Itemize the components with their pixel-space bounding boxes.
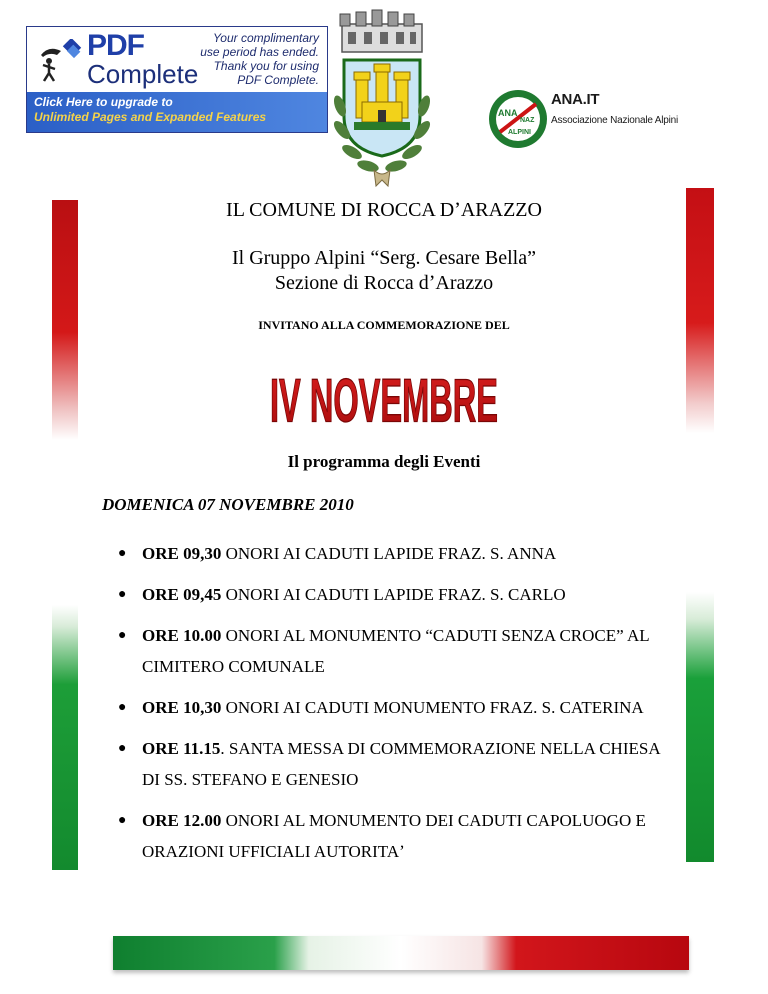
complete-brand: Complete: [87, 59, 199, 89]
list-item: [112, 805, 672, 867]
pdf-note-line: Thank you for using: [213, 59, 319, 73]
event-text: ONORI AI CADUTI MONUMENTO FRAZ. S. CATERINA: [221, 698, 644, 717]
event-text: ONORI AI CADUTI LAPIDE FRAZ. S. ANNA: [221, 544, 557, 563]
svg-text:ANA: ANA: [498, 108, 518, 118]
event-text: . SANTA MESSA DI COMMEMORAZIONE NELLA CHIESA DI SS. STEFANO E GENESIO: [142, 739, 660, 789]
bullet-icon: ●: [118, 546, 127, 561]
upgrade-link-line1[interactable]: Click Here to upgrade to: [34, 95, 173, 109]
sezione-line: Sezione di Rocca dʼArazzo: [274, 272, 494, 294]
comune-heading: IL COMUNE DI ROCCA DʼARAZZO: [226, 199, 542, 221]
event-time: ORE 09,45: [142, 585, 222, 604]
event-time: ORE 10.00: [142, 626, 222, 645]
list-item: [112, 620, 672, 682]
pdf-banner-top: [26, 26, 328, 94]
left-green-stripe: [52, 605, 78, 870]
invitation-line: INVITANO ALLA COMMEMORAZIONE DEL: [258, 318, 510, 332]
bullet-icon: ●: [118, 813, 127, 828]
pdf-note-line: use period has ended.: [200, 45, 319, 59]
list-item: [112, 692, 672, 723]
coat-of-arms-icon: [318, 6, 446, 196]
list-item: [112, 733, 672, 795]
pdf-complete-banner[interactable]: [26, 26, 328, 132]
ana-title: ANA.IT: [551, 91, 600, 108]
event-text: ONORI AI CADUTI LAPIDE FRAZ. S. CARLO: [221, 585, 566, 604]
bullet-icon: ●: [118, 741, 127, 756]
upgrade-link-line2[interactable]: Unlimited Pages and Expanded Features: [34, 110, 267, 124]
pdf-note-line: PDF Complete.: [237, 73, 319, 87]
upgrade-link[interactable]: [26, 92, 328, 133]
event-time: ORE 09,30: [142, 544, 222, 563]
bottom-tricolor-flag: [113, 936, 689, 970]
event-time: ORE 10,30: [142, 698, 222, 717]
ana-badge-text: ALPINI: [508, 129, 531, 136]
pdf-note-line: Your complimentary: [212, 31, 319, 45]
gruppo-line: Il Gruppo Alpini “Serg. Cesare Bella”: [231, 247, 536, 269]
event-date: DOMENICA 07 NOVEMBRE 2010: [102, 495, 354, 514]
pdf-mascot-icon: [35, 39, 85, 83]
right-green-stripe: [686, 592, 714, 862]
list-item: [112, 538, 672, 569]
headline: [0, 360, 768, 435]
event-text: ONORI AL MONUMENTO DEI CADUTI CAPOLUOGO E ORAZIONI UFFICIALI AUTORITAʼ: [142, 811, 646, 861]
event-time: ORE 11.15: [142, 739, 221, 758]
list-item: [112, 579, 672, 610]
headline-text: IV NOVEMBRE: [270, 367, 498, 430]
headline-graphic: [0, 360, 768, 430]
ana-badge-text: NAZ: [520, 117, 535, 124]
event-text: ONORI AL MONUMENTO “CADUTI SENZA CROCE” AL CIMITERO COMUNALE: [142, 626, 650, 676]
ana-badge-icon: [488, 88, 548, 150]
pdf-expiry-note: [169, 31, 319, 87]
bullet-icon: ●: [118, 587, 127, 602]
pdf-brand: PDF: [87, 29, 144, 62]
event-time: ORE 12.00: [142, 811, 222, 830]
bullet-icon: ●: [118, 700, 127, 715]
program-title: Il programma degli Eventi: [287, 452, 481, 471]
event-list: [112, 538, 672, 877]
bullet-icon: ●: [118, 628, 127, 643]
ana-subtitle: Associazione Nazionale Alpini: [551, 115, 679, 126]
